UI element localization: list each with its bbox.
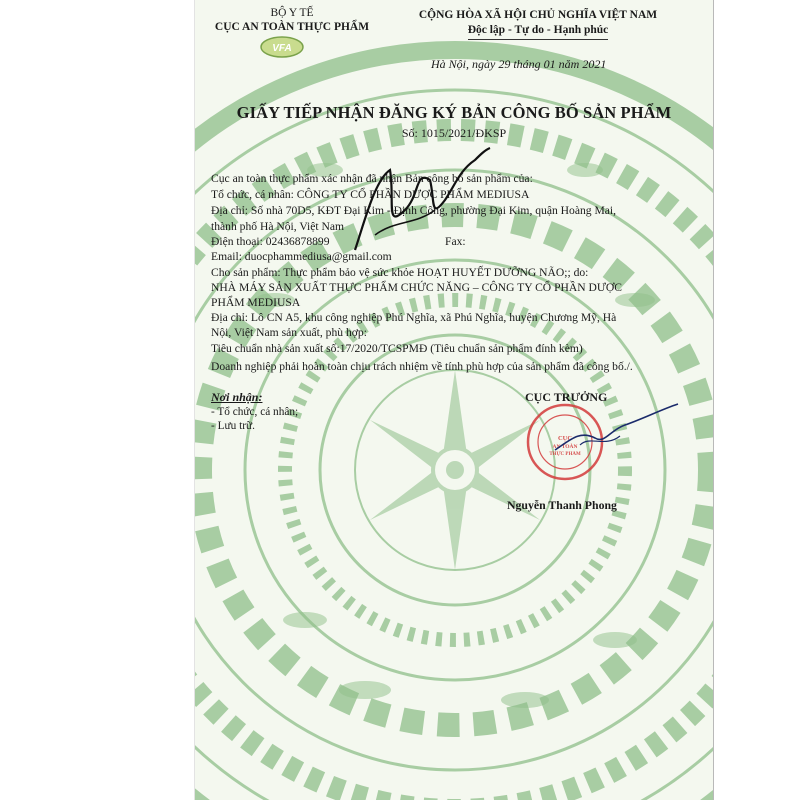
- svg-text:AN TOÀN: AN TOÀN: [552, 444, 578, 450]
- body-line: PHẨM MEDIUSA: [211, 296, 301, 309]
- vfa-logo: [259, 35, 305, 59]
- body-line: Cục an toàn thực phẩm xác nhận đã nhận Bản công bố sản phẩm của:: [211, 172, 533, 185]
- issue-date: Hà Nội, ngày 29 tháng 01 năm 2021: [431, 57, 607, 71]
- body-line: Cho sản phẩm: Thực phẩm bảo vệ sức khỏe HOẠT HUYẾT DƯỠNG NÃO;; do:: [211, 266, 589, 279]
- svg-text:CỤC: CỤC: [557, 435, 573, 442]
- document-number: Số: 1015/2021/ĐKSP: [401, 126, 507, 140]
- issuing-agency-block: [207, 6, 377, 34]
- body-line: Nội, Việt Nam sản xuất, phù hợp:: [211, 326, 367, 339]
- body-line: Điện thoại: 02436878899: [211, 235, 330, 248]
- document-title: GIẤY TIẾP NHẬN ĐĂNG KÝ BẢN CÔNG BỐ SẢN PHẨM: [236, 103, 672, 122]
- recipients-label: Nơi nhận:: [211, 390, 263, 404]
- body-line: Tiêu chuẩn nhà sản xuất số:17/2020/TCSPMĐ (Tiêu chuẩn sản phẩm đính kèm): [211, 342, 583, 355]
- country-name: CỘNG HÒA XÃ HỘI CHỦ NGHĨA VIỆT NAM: [418, 9, 658, 21]
- signer-name: Nguyễn Thanh Phong: [507, 498, 617, 512]
- certificate-page: [194, 0, 714, 800]
- svg-text:THỰC PHẨM: THỰC PHẨM: [549, 452, 581, 457]
- national-header: [373, 8, 703, 40]
- body-line: Địa chỉ: Số nhà 70D5, KĐT Đại Kim - Định Công, phường Đại Kim, quận Hoàng Mai,: [211, 204, 617, 217]
- recipient-item: - Lưu trữ.: [211, 420, 255, 432]
- handwritten-signature: [335, 140, 495, 260]
- ministry-name: BỘ Y TẾ: [270, 7, 314, 19]
- body-line: Địa chỉ: Lô CN A5, khu công nghiệp Phú Nghĩa, xã Phú Nghĩa, huyện Chương Mỹ, Hà: [211, 311, 617, 324]
- body-line: Tổ chức, cá nhân: CÔNG TY CỔ PHẦN DƯỢC PHẨM MEDIUSA: [211, 188, 530, 201]
- fax-label: Fax:: [445, 235, 466, 248]
- body-line: thành phố Hà Nội, Việt Nam: [211, 220, 345, 233]
- agency-name: CỤC AN TOÀN THỰC PHẨM: [214, 21, 370, 33]
- signer-signature: [550, 400, 680, 460]
- body-line: Email: duocphammediusa@gmail.com: [211, 250, 392, 263]
- body-line: NHÀ MÁY SẢN XUẤT THỰC PHẨM CHỨC NĂNG – CÔNG TY CỔ PHẦN DƯỢC: [211, 281, 623, 294]
- vfa-logo-text: VFA: [272, 43, 292, 54]
- motto: Độc lập - Tự do - Hạnh phúc: [468, 23, 609, 40]
- body-line: Doanh nghiệp phải hoàn toàn chịu trách nhiệm về tính phù hợp của sản phẩm đã công bố./.: [211, 360, 633, 373]
- recipient-item: - Tổ chức, cá nhân;: [211, 406, 299, 418]
- signer-title: CỤC TRƯỞNG: [525, 390, 608, 404]
